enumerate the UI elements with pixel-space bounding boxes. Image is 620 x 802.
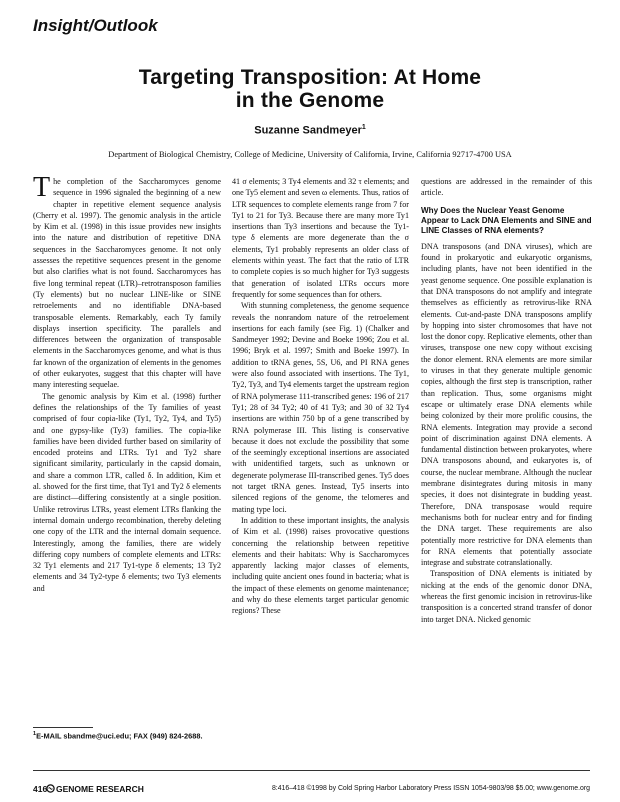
body-paragraph <box>33 176 221 391</box>
section-heading: Why Does the Nuclear Yeast Genome Appear to Lack DNA Elements and SINE and LINE Classes of RNA elements? <box>421 205 592 236</box>
footnote-divider <box>33 727 93 728</box>
author-name-text: Suzanne Sandmeyer <box>254 124 362 137</box>
text-column-2 <box>232 176 409 756</box>
body-paragraph: questions are addressed in the remainder of this article. <box>421 177 592 198</box>
body-paragraph: Transposition of DNA elements is initiated by nicking at the ends of the genomic donor DNA, whereas the first genomic incision in retrovirus-like transposition is a concerted strand transfer of donor into target DNA. Nicked genomic <box>421 569 592 624</box>
citation-line: 8:416–418 ©1998 by Cold Spring Harbor Laboratory Press ISSN 1054-9803/98 $5.00; www.genome.org <box>271 785 590 792</box>
page-number: 416 <box>33 784 48 794</box>
title-line-1: Targeting Transposition: At Home <box>138 66 482 89</box>
drop-cap: T <box>33 176 51 203</box>
text-column-1 <box>33 176 221 756</box>
corresponding-author-footnote <box>33 730 223 741</box>
paragraph-text: he completion of the Saccharomyces genome sequence in 1996 signaled the beginning of a new chapter in repetitive element sequence analysis (Cherry et al. 1997). The genomic analysis in the article by Kim et al. (1998) in this issue provides new insights into the nature and distribution of repetitive DNA sequences in the Saccharomyces genome. It not only assesses the repetitive sequences present in the genome but also clarifies what is not found. Saccharomyces has five long terminal repeat (LTR)–retrotransposon families (Ty elements) but no nuclear LINE-like or SINE retroelements and no identifiable DNA-based transposable elements. Remarkably, each Ty family displays insertion specificity. The parallels and differences between the organization of transposable elements in the Saccharomyces genome, and what is thus far known of the organization of elements in the genomes of other eukaryotes, suggest that this chapter will have many interesting sequelae. <box>33 177 221 390</box>
title-line-2: in the Genome <box>235 89 385 112</box>
article-title <box>60 66 560 112</box>
footnote-mark: 1 <box>33 731 37 737</box>
author-footnote-mark: 1 <box>361 124 366 131</box>
author-name <box>60 124 560 137</box>
footer-divider <box>33 770 590 771</box>
journal-name: GENOME RESEARCH <box>56 784 144 794</box>
journal-logo-icon <box>46 784 55 793</box>
text-column-3 <box>421 176 592 756</box>
body-paragraph: 41 σ elements; 3 Ty4 elements and 32 τ elements; and one Ty5 element and seven ω elements. Thus, ratios of LTR sequences to complete elements range from 7 for Ty1 to 21 for Ty3. Because there are many more Ty1 insertions than Ty3 insertions and because the Ty1-type δ elements are more degenerate than the σ elements, Ty1 probably represents an older class of elements within yeast. The fact that the ratio of LTR to complete copies is so much higher for Ty3 suggests that generation of isolated LTRs occurs more frequently for some sequences than for others. <box>232 177 409 299</box>
section-label: Insight/Outlook <box>33 16 158 35</box>
body-paragraph: With stunning completeness, the genome sequence reveals the nonrandom nature of the retroelement insertions for each family (see Fig. 1) (Chalker and Sandmeyer 1992; Devine and Boeke 1996; Zou et al. 1996; Bryk et al. 1997; Smith and Boeke 1997). In addition to tRNA genes, 5S, U6, and PI RNA genes were also found associated with insertions. The Ty1, Ty2, Ty3, and Ty4 elements target the upstream region of RNA polymerase 111-transcribed genes: 196 of 217 Ty1; 28 of 34 Ty2; 40 of 41 Ty3; and 30 of 32 Ty4 insertions are within 750 bp of a gene transcribed by RNA polymerase III. This listing is conservative because it does not exclude the possibility that some of the seemingly exceptional insertions are associated with unidentified targets, such as unknown or degenerate polymerase III-transcribed genes. Ty5 does not target tRNA genes. Instead, Ty5 inserts into silenced regions of the genome, the telomeres and mating type loci. <box>232 301 409 514</box>
footnote-text: E-MAIL sbandme@uci.edu; FAX (949) 824-2688. <box>36 731 203 741</box>
body-paragraph: The genomic analysis by Kim et al. (1998) further defines the relationships of the Ty families of yeast comprised of four copia-like (Ty1, Ty2, Ty4, and Ty5) and one gypsy-like (Ty3) families. The copia-like families have been divided further based on similarity of encoded proteins and LTRs. Ty1 and Ty2 share significant similarity, particularly in the capsid domain, and share a common LTR, called δ. In addition, Kim et al. showed for the first time, that Ty1 and Ty2 δ elements are distinct—differing consistently at a single position. Unlike retrovirus LTRs, yeast element LTRs flanking the internal domain undergo recombination, thereby deleting one copy of the LTR and the internal domain sequence. Interestingly, among the families, there are widely differing copy numbers of complete elements and LTRs: 32 Ty1 elements and 217 Ty1-type δ elements; 13 Ty2 elements and 34 Ty2-type δ elements; two Ty3 elements and <box>33 391 221 593</box>
body-paragraph: In addition to these important insights, the analysis of Kim et al. (1998) raises provocative questions concerning the relationship between repetitive elements and their habitats: Why is Saccharomyces apparently lacking major classes of elements, including quite ancient ones found in bacteria; what is the impact of these elements on genome maintenance; and why do these elements target particular genomic regions? These <box>232 515 409 616</box>
body-paragraph: DNA transposons (and DNA viruses), which are found in prokaryotic and eukaryotic organisms, including plants, have not been identified in the yeast genome sequence. One possible explanation is that DNA transposons do not amplify and integrate themselves as efficiently as retrovirus-like RNA elements. Cut-and-paste DNA transposons amplify by hopping into sister chromosomes that have not lost the donor copy. Replicative elements, other than viruses, transpose one new copy without excising the donor element. RNA elements are more similar to viruses in that they generate multiple genomic copies, although the first step is transcription, rather than replication. Thus, some organisms might escape or ultimately erase DNA elements while being colonized by their more prolific cousins, the RNA elements. Integration may provide a second point of discrimination against DNA elements. A fundamental distinction between prokaryotes, where DNA transposons abound, and eukaryotes is, of course, the nuclear membrane. Although the nuclear membrane disintegrates during mitosis in many species, it does not disintegrate in budding yeast. Therefore, DNA transposase would require mechanisms both for nuclear entry and for finding the DNA target. These requirements are also potentially more restrictive for DNA elements than for RNA elements that potentially associate integrase and substrate cotranslationally. <box>421 241 592 568</box>
author-affiliation: Department of Biological Chemistry, College of Medicine, University of California, Irvine, California 92717-4700 USA <box>108 150 512 159</box>
